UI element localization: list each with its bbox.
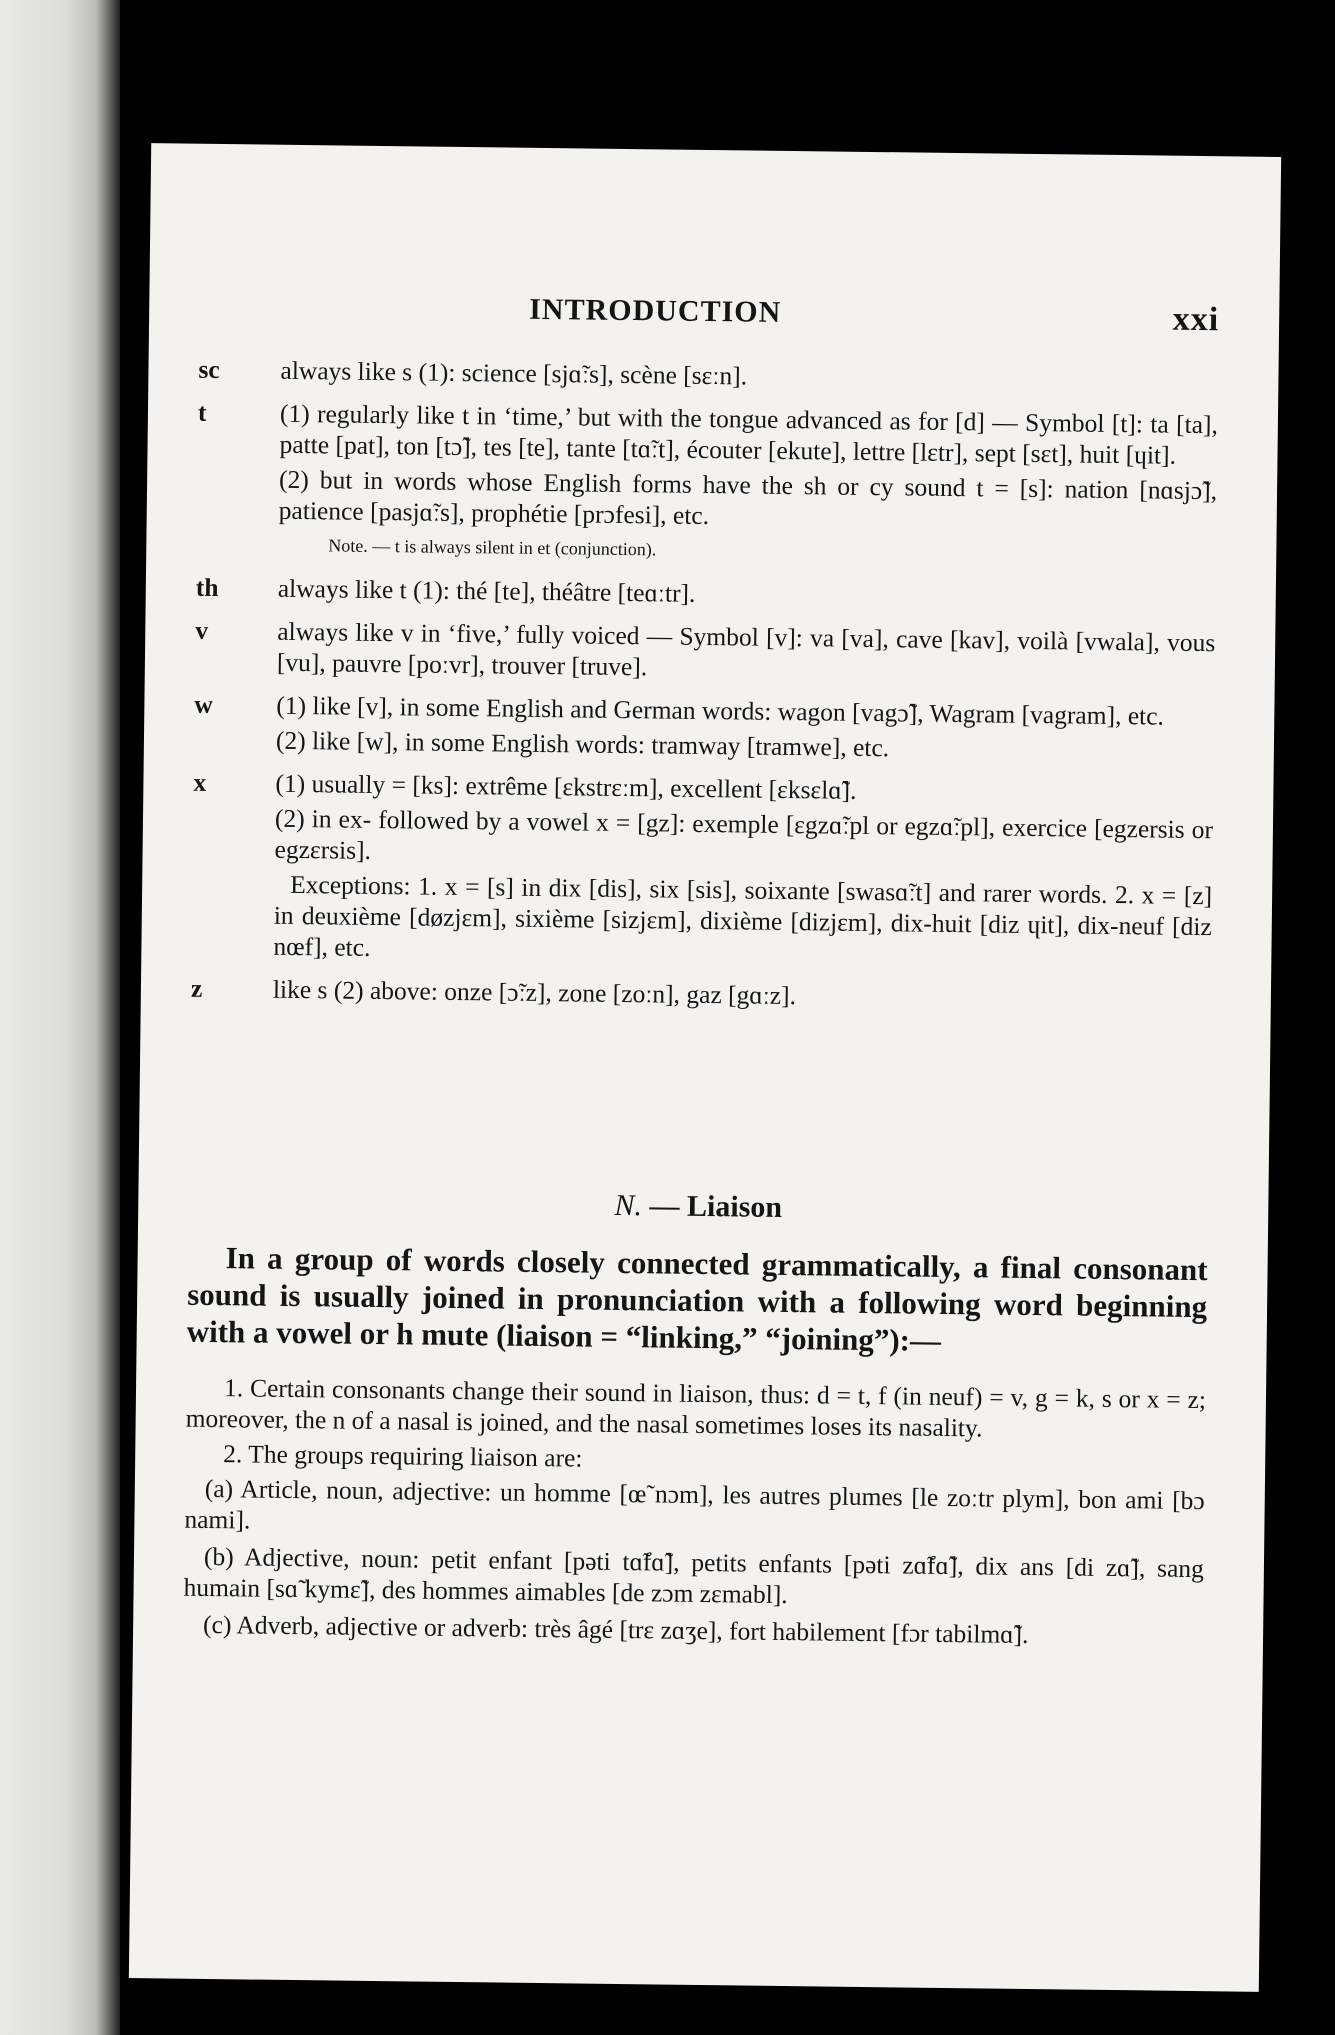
paragraph-2: 2. The groups requiring liaison are: [223,1439,583,1473]
entry-text: always like t (1): thé [te], théâtre [teɑːtr]. [277,573,696,608]
liaison-section [183,1184,1209,1658]
subparagraph-b: (b) Adjective, noun: petit enfant [pəti tɑ̃fɑ̃], petits enfants [pəti zɑ̃fɑ̃], dix ans [di zɑ̃], sang humain [sɑ̃ kymɛ̃], des hommes aimables [de zɔm zɛmabl]. [183,1541,1205,1610]
entry-th [196,572,1216,615]
entry-sc [198,354,1218,397]
entry-z [191,973,1211,1016]
paragraph-1: 1. Certain consonants change their sound in liaison, thus: d = t, f (in neuf) = v, g = k, s or x = z; moreover, the n of a nasal is joined, and the nasal sometimes loses its nasality. [185,1373,1207,1443]
book-page [129,143,1281,1992]
facing-page-edge [0,0,120,2035]
entry-note: Note. — t is always silent in et (conjunction). [328,535,657,560]
entry-x [191,767,1213,973]
entry-v [195,615,1216,689]
running-header [149,288,1279,342]
entry-text: (2) like [w], in some English words: tramway [tramwe], etc. [275,725,890,763]
letter-entries [191,354,1219,1028]
entry-text: always like s (1): science [sjɑ̃ːs], scène [sɛːn]. [280,355,748,391]
entry-text: (1) usually = [ks]: extrême [ɛkstrɛːm], excellent [ɛksɛlɑ̃]. [275,768,857,805]
entry-text: (2) in ex- followed by a vowel x = [gz]: exemple [ɛgzɑ̃ːpl or egzɑ̃ːpl], exercice [egzersis or egzɛrsis]. [274,803,1214,865]
entry-letter: v [195,615,209,645]
section-intro: In a group of words closely connected grammatically, a final consonant sound is usually joined in pronunciation with a following word beginning with a vowel or h mute (liaison = “linking,” “joining”):— [186,1240,1208,1358]
entry-letter: th [195,572,219,603]
section-heading [188,1184,1208,1229]
entry-letter: x [193,767,207,797]
entry-letter: sc [198,354,220,385]
entry-text: (2) but in words whose English forms have the sh or cy sound t = [s]: nation [nɑsjɔ̃], patience [pasjɑ̃ːs], prophétie [prɔfesi], etc. [278,464,1218,531]
page-number: xxi [1172,300,1220,339]
entry-text: like s (2) above: onze [ɔ̃ːz], zone [zoːn], gaz [gɑːz]. [272,974,797,1011]
entry-letter: w [194,689,213,719]
subparagraph-c: (c) Adverb, adjective or adverb: très âgé [trɛ zɑʒe], fort habilement [fɔr tabilmɑ̃]. [202,1609,1029,1649]
section-title: — Liaison [649,1189,783,1224]
entry-text: (1) like [v], in some English and German words: wagon [vagɔ̃], Wagram [vagram], etc. [276,690,1165,731]
entry-letter: z [190,973,203,1003]
section-letter: N. [614,1188,643,1223]
entry-letter: t [197,397,207,427]
entry-text: (1) regularly like t in ‘time,’ but with the tongue advanced as for [d] — Symbol [t]: ta [ta], patte [pat], ton [tɔ̃], tes [te], tante [tɑ̃ːt], écouter [ekute], lettre [lɛtr], sept [sɛt], huit [ɥit]. [279,398,1219,470]
subparagraph-a: (a) Article, noun, adjective: un homme [œ̃ nɔm], les autres plumes [le zoːtr plym], bon ami [bɔ nami]. [184,1473,1205,1535]
entry-t [196,397,1218,572]
entry-text: always like v in ‘five,’ fully voiced — Symbol [v]: va [va], cave [kav], voilà [vwala], vous [vu], pauvre [poːvr], trouver [truve]. [276,616,1216,682]
entry-w [194,689,1215,767]
running-title: INTRODUCTION [529,292,782,329]
entry-exceptions: Exceptions: 1. x = [s] in dix [dis], six [sis], soixante [swasɑ̃ːt] and rarer words. 2. x = [z] in deuxième [døzjɛm], sixième [sizjɛm], dixième [dizjɛm], dix-huit [diz ɥit], dix-neuf [diz nœf], etc. [273,869,1213,962]
